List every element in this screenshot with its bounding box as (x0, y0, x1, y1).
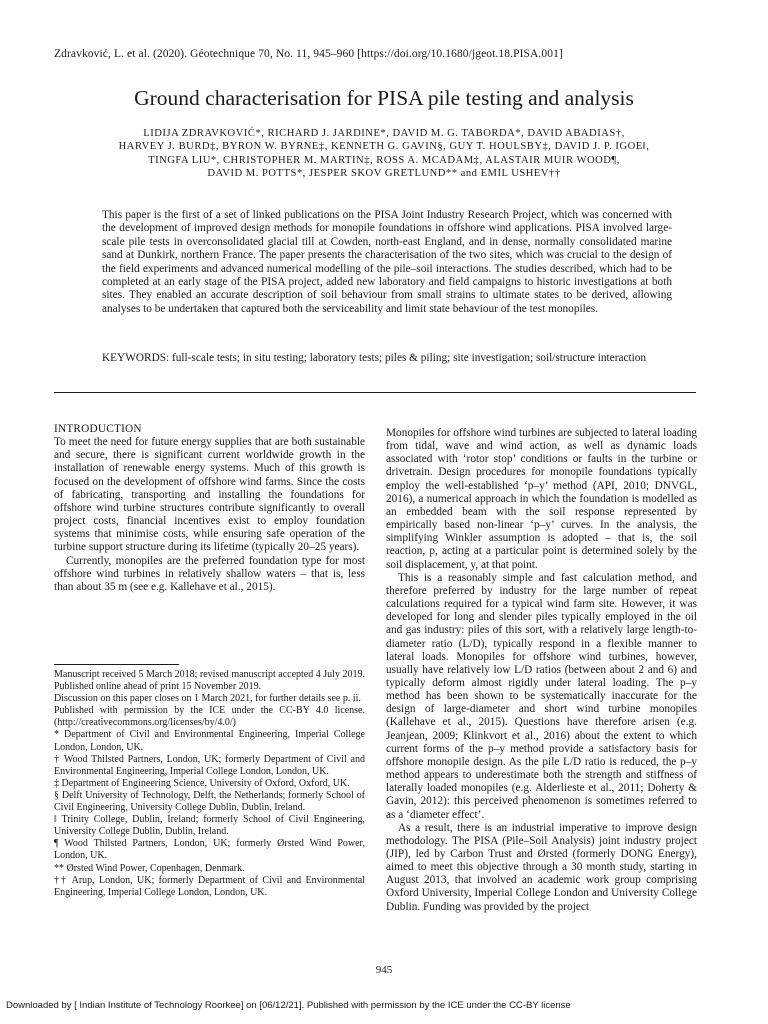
footnote: ‡ Department of Engineering Science, University of Oxford, Oxford, UK. (54, 777, 350, 789)
footnote: Published with permission by the ICE under the CC-BY 4.0 license. (http://creativecommons.org/licenses/by/4.0/) (54, 705, 365, 729)
footnote: ¶ Wood Thilsted Partners, London, UK; formerly Ørsted Wind Power, London, UK. (54, 838, 365, 862)
author-line: HARVEY J. BURD‡, BYRON W. BYRNE‡, KENNETH G. GAVIN§, GUY T. HOULSBY‡, DAVID J. P. IGOE‖, (118, 141, 650, 153)
body-paragraph: As a result, there is an industrial imperative to improve design methodology. The PISA (Pile–Soil Analysis) joint industry project (JIP), led by Carbon Trust and Ørsted (formerly DONG Energy), aimed to meet this objective through a 30 month study, starting in August 2013, that involved an academic work group comprising Oxford University, Imperial College London and University College Dublin. Funding was provided by the project (386, 821, 697, 913)
footnote-divider (54, 664, 179, 665)
keywords: KEYWORDS: full-scale tests; in situ testing; laboratory tests; piles & piling; site investigation; soil/structure interaction (102, 352, 647, 364)
author-line: TINGFA LIU*, CHRISTOPHER M. MARTIN‡, ROSS A. MCADAM‡, ALASTAIR MUIR WOOD¶, (148, 154, 620, 166)
section-heading-introduction: INTRODUCTION (54, 423, 142, 435)
paper-title: Ground characterisation for PISA pile testing and analysis (134, 86, 634, 110)
author-line: DAVID M. POTTS*, JESPER SKOV GRETLUND** and EMIL USHEV†† (207, 168, 561, 180)
body-paragraph: To meet the need for future energy supplies that are both sustainable and secure, there is significant current worldwide growth in the installation of renewable energy systems. Much of this growth is focused on the development of offshore wind farms. Since the costs of fabricating, transporting and installing the foundations for offshore wind turbine structures contribute significantly to overall project costs, financial incentives exist to employ foundation systems that minimise costs, while ensuring safe operation of the turbine support structure during its lifetime (typically 20–25 years). (54, 436, 365, 554)
footnote: †† Arup, London, UK; formerly Department of Civil and Environmental Engineering, Imperial College London, London, UK. (54, 874, 365, 898)
footnote: † Wood Thilsted Partners, London, UK; formerly Department of Civil and Environmental Engineering, Imperial College London, London, UK. (54, 753, 365, 777)
footnotes (54, 669, 365, 899)
footnote: § Delft University of Technology, Delft, the Netherlands; formerly School of Civil Engineering, University College Dublin, Dublin, Ireland. (54, 789, 365, 814)
citation-line: Zdravković, L. et al. (2020). Géotechnique 70, No. 11, 945–960 [https://doi.org/10.1680/jgeot.18.PISA.001] (54, 48, 563, 60)
body-paragraph: Currently, monopiles are the preferred foundation type for most offshore wind turbines in relatively shallow waters – that is, less than about 35 m (see e.g. Kallehave et al., 2015). (54, 554, 365, 593)
author-list (60, 127, 708, 181)
footnote: ‖ Trinity College, Dublin, Ireland; formerly School of Civil Engineering, University College Dublin, Dublin, Ireland. (54, 814, 365, 838)
author-line: LIDIJA ZDRAVKOVIĆ*, RICHARD J. JARDINE*, DAVID M. G. TABORDA*, DAVID ABADIAS†, (143, 128, 625, 139)
body-paragraph: Monopiles for offshore wind turbines are subjected to lateral loading from tidal, wave and wind action, as well as dynamic loads associated with ‘rotor stop’ conditions or faults in the turbine or drivetrain. Design procedures for monopile foundations typically employ the well-established ‘p–y’ method (API, 2010; DNVGL, 2016), a numerical approach in which the foundation is modelled as an embedded beam with the soil response represented by empirically based non-linear ‘p–y’ curves. In the analysis, the simplifying Winkler assumption is adopted – that is, the soil reaction, p, acting at a particular point is determined solely by the soil displacement, y, at that point. (386, 427, 697, 571)
footnote: ** Ørsted Wind Power, Copenhagen, Denmark. (54, 862, 245, 874)
section-divider (54, 392, 696, 393)
footnote: Discussion on this paper closes on 1 March 2021, for further details see p. ii. (54, 693, 361, 705)
page-number: 945 (375, 964, 393, 976)
footnote: Manuscript received 5 March 2018; revised manuscript accepted 4 July 2019. Published online ahead of print 15 November 2019. (54, 669, 365, 693)
abstract: This paper is the first of a set of linked publications on the PISA Joint Industry Research Project, which was concerned with the development of improved design methods for monopile foundations in offshore wind applications. PISA involved large-scale pile tests in overconsolidated glacial till at Cowden, north-east England, and in dense, normally consolidated marine sand at Dunkirk, northern France. The paper presents the characterisation of the two sites, which was crucial to the design of the field experiments and advanced numerical modelling of the pile–soil interactions. The studies described, which had to be completed at an early stage of the PISA project, added new laboratory and field campaigns to historic investigations at both sites. They enabled an accurate description of soil behaviour from small strains to ultimate states to be derived, allowing analyses to be undertaken that captured both the serviceability and limit state behaviour of the test monopiles. (102, 209, 672, 315)
body-paragraph: This is a reasonably simple and fast calculation method, and therefore preferred by industry for the large number of repeat calculations required for a typical wind farm site. However, it was developed for long and slender piles typically employed in the oil and gas industry: piles of this sort, with a relatively large length-to-diameter ratio (L/D), typically respond in a flexible manner to lateral loads. Monopiles for offshore wind turbines, however, usually have relatively low L/D ratios (between about 2 and 6) and typically deform almost rigidly under lateral loading. The p–y method has been shown to be systematically inaccurate for the design of large-diameter and short wind turbine monopiles (Kallehave et al., 2015). Questions have therefore arisen (e.g. Jeanjean, 2009; Klinkvort et al., 2016) about the extent to which current forms of the p–y method provide a satisfactory basis for offshore monopile design. As the pile L/D ratio is reduced, the p–y method appears to underestimate both the strength and stiffness of laterally loaded monopiles (e.g. Alderlieste et al., 2011; Doherty & Gavin, 2012): this perceived phenomenon is sometimes referred to as a ‘diameter effect’. (386, 571, 697, 821)
download-notice: Downloaded by [ Indian Institute of Technology Roorkee] on [06/12/21]. Published with permission by the ICE under the CC-BY license (6, 1000, 571, 1011)
right-column (386, 427, 697, 914)
footnote: * Department of Civil and Environmental Engineering, Imperial College London, London, UK. (54, 729, 365, 753)
left-column (54, 423, 365, 594)
